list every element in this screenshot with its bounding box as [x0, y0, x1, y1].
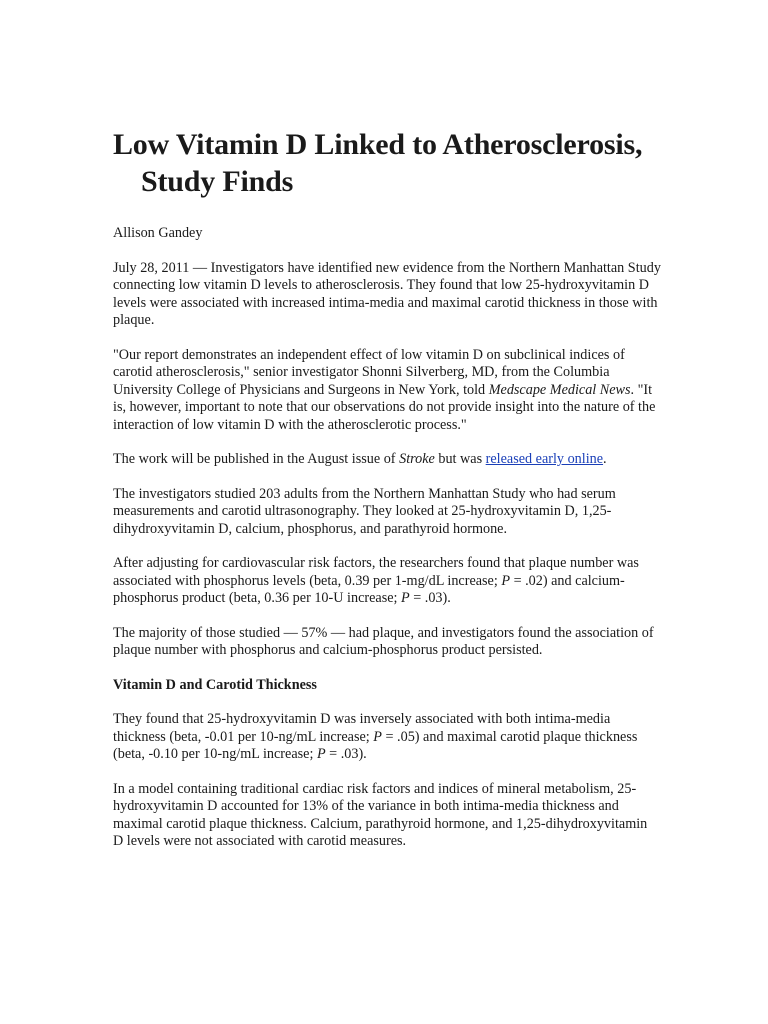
- paragraph-publication: [113, 451, 661, 469]
- thickness-text-2: = .05) and maximal carotid plaque thickness (beta, -0.10 per 10-ng/mL increase;: [113, 728, 638, 762]
- results-text-3: = .03).: [409, 590, 451, 606]
- paragraph-intro: July 28, 2011 — Investigators have identified new evidence from the Northern Manhattan Study connecting low vitamin D levels to atherosclerosis. They found that low 25-hydroxyvitamin D levels were associated with increased intima-media and maximal carotid thickness in those with plaque.: [113, 259, 661, 328]
- results-text-1: After adjusting for cardiovascular risk factors, the researchers found that plaque number was associated with phosphorus levels (beta, 0.39 per 1-mg/dL increase;: [113, 555, 639, 589]
- journal-name: Stroke: [399, 451, 435, 467]
- quote-text-start: "Our report demonstrates an independent effect of low vitamin D on subclinical indices of carotid atherosclerosis," senior investigator Shonni Silverberg, MD, from the Columbia University College of Physicians and Surgeons in New York, told: [113, 346, 625, 398]
- quote-text-end: . "It is, however, important to note that our observations do not provide insight into the nature of the interaction of low vitamin D with the atherosclerotic process.": [113, 381, 656, 433]
- p-value-symbol: P: [373, 728, 382, 745]
- article-title: Low Vitamin D Linked to Atherosclerosis, Study Finds: [113, 128, 643, 198]
- paragraph-plaque-majority: The majority of those studied — 57% — had plaque, and investigators found the association of plaque number with phosphorus and calcium-phosphorus product persisted.: [113, 624, 654, 658]
- publication-text-mid: but was: [434, 451, 486, 467]
- publication-name: Medscape Medical News: [488, 381, 631, 398]
- p-value-symbol: P: [501, 572, 511, 589]
- paragraph-quote: [113, 347, 661, 435]
- publication-text-end: .: [603, 451, 607, 467]
- thickness-text-1: They found that 25-hydroxyvitamin D was inversely associated with both intima-media thickness (beta, -0.01 per 10-ng/mL increase;: [113, 711, 611, 745]
- p-value-symbol: P: [401, 590, 410, 606]
- publication-text-start: The work will be published in the August issue of: [113, 451, 400, 467]
- thickness-text-3: = .03).: [325, 746, 367, 762]
- section-heading: Vitamin D and Carotid Thickness: [113, 676, 317, 693]
- paragraph-plaque-results: [113, 555, 661, 608]
- released-early-online-link[interactable]: released early online: [485, 451, 604, 467]
- paragraph-model-results: In a model containing traditional cardiac risk factors and indices of mineral metabolism, 25-hydroxyvitamin D accounted for 13% of the variance in both intima-media thickness and maximal carotid plaque thickness. Calcium, parathyroid hormone, and 1,25-dihydroxyvitamin D levels were not associated with carotid measures.: [113, 780, 648, 849]
- article-author: Allison Gandey: [113, 225, 203, 241]
- p-value-symbol: P: [316, 746, 326, 762]
- results-text-2: = .02) and calcium-phosphorus product (beta, 0.36 per 10-U increase;: [113, 572, 625, 606]
- article: [113, 126, 661, 851]
- paragraph-thickness-results: [113, 711, 661, 764]
- paragraph-study-design: The investigators studied 203 adults from the Northern Manhattan Study who had serum measurements and carotid ultrasonography. They looked at 25-hydroxyvitamin D, 1,25-dihydroxyvitamin D, calcium, phosphorus, and parathyroid hormone.: [113, 485, 616, 537]
